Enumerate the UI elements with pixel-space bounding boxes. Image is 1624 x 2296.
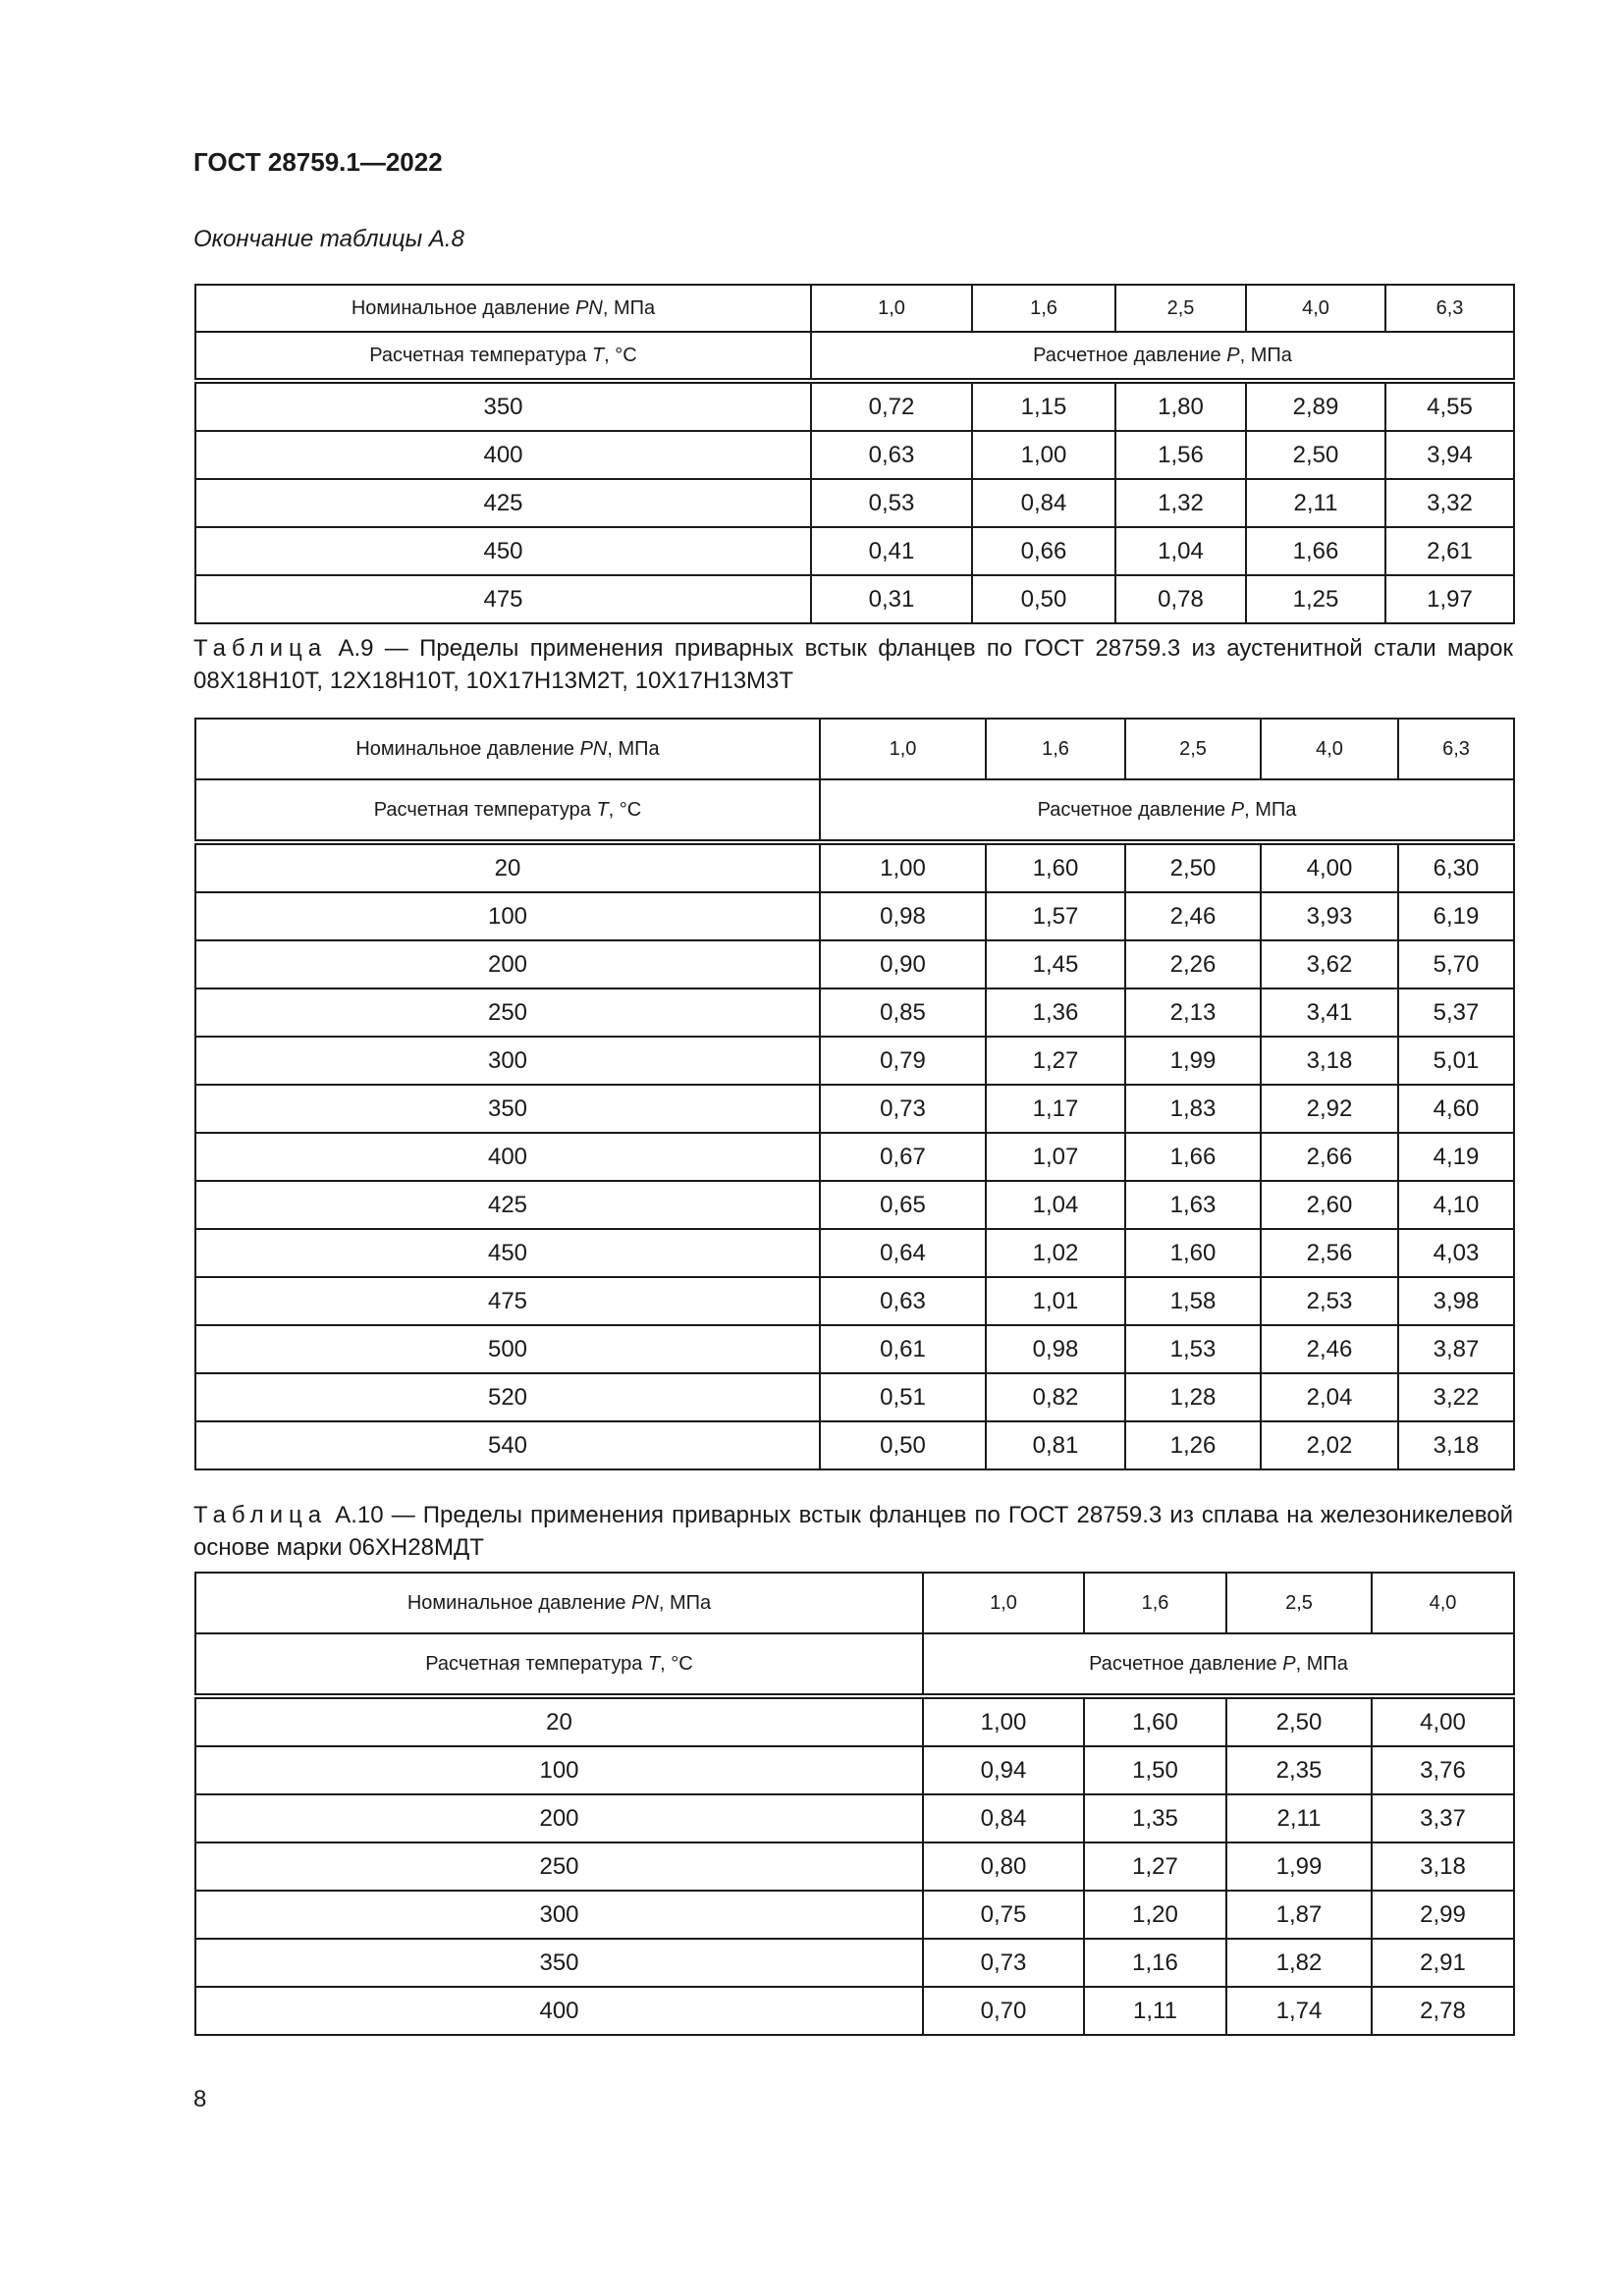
pressure-cell: 1,00 bbox=[972, 431, 1115, 479]
pressure-cell: 0,84 bbox=[972, 479, 1115, 527]
design-pressure-header bbox=[820, 779, 1514, 842]
pressure-cell: 2,53 bbox=[1261, 1277, 1398, 1325]
pressure-cell: 1,74 bbox=[1226, 1987, 1372, 2035]
pressure-cell: 0,85 bbox=[820, 988, 986, 1037]
pn-value: 6,3 bbox=[1385, 285, 1514, 332]
caption-lead: Таблица bbox=[193, 1502, 328, 1528]
pn-value: 2,5 bbox=[1125, 719, 1261, 779]
pn-value: 2,5 bbox=[1115, 285, 1246, 332]
pressure-cell: 3,18 bbox=[1372, 1842, 1514, 1891]
pressure-cell: 1,60 bbox=[1125, 1229, 1261, 1277]
temperature-cell: 450 bbox=[195, 1229, 820, 1277]
t-unit: , °С bbox=[608, 798, 642, 821]
pn-symbol: PN bbox=[579, 737, 608, 760]
pressure-cell: 2,60 bbox=[1261, 1181, 1398, 1229]
pressure-cell: 2,92 bbox=[1261, 1085, 1398, 1133]
table-a8-body bbox=[195, 285, 1514, 623]
pressure-cell: 0,72 bbox=[811, 381, 972, 431]
pressure-cell: 0,75 bbox=[923, 1891, 1084, 1939]
pressure-cell: 4,55 bbox=[1385, 381, 1514, 431]
pressure-cell: 5,01 bbox=[1398, 1037, 1514, 1085]
pressure-cell: 1,20 bbox=[1084, 1891, 1226, 1939]
pressure-cell: 2,11 bbox=[1246, 479, 1385, 527]
pressure-cell: 1,01 bbox=[986, 1277, 1125, 1325]
pressure-cell: 0,98 bbox=[820, 892, 986, 940]
pressure-cell: 4,19 bbox=[1398, 1133, 1514, 1181]
pressure-cell: 1,82 bbox=[1226, 1939, 1372, 1987]
nominal-pressure-row bbox=[195, 1573, 1514, 1633]
pn-value: 4,0 bbox=[1372, 1573, 1514, 1633]
pn-unit: , МПа bbox=[658, 1591, 712, 1614]
table-row bbox=[195, 1842, 1514, 1891]
pressure-cell: 4,10 bbox=[1398, 1181, 1514, 1229]
table-row bbox=[195, 1987, 1514, 2035]
pressure-cell: 2,26 bbox=[1125, 940, 1261, 988]
table-row bbox=[195, 479, 1514, 527]
pressure-cell: 1,66 bbox=[1246, 527, 1385, 575]
design-temperature-header bbox=[195, 779, 820, 842]
pressure-cell: 1,58 bbox=[1125, 1277, 1261, 1325]
nominal-pressure-label: Номинальное давление bbox=[406, 1591, 632, 1614]
pressure-cell: 3,41 bbox=[1261, 988, 1398, 1037]
caption-text: А.9 — Пределы применения приварных встык фланцев по ГОСТ 28759.3 из аустенитной стали марок 08Х18Н10Т, 12Х18Н10Т, 10Х17Н13М2Т, 10Х17Н13М3Т bbox=[193, 635, 1513, 694]
temperature-cell: 350 bbox=[195, 381, 811, 431]
design-pressure-label: Расчетное давление bbox=[1037, 798, 1231, 821]
table-a8 bbox=[194, 284, 1515, 624]
pressure-cell: 2,35 bbox=[1226, 1746, 1372, 1794]
pressure-cell: 4,60 bbox=[1398, 1085, 1514, 1133]
table-row bbox=[195, 1133, 1514, 1181]
pressure-cell: 0,31 bbox=[811, 575, 972, 623]
pressure-cell: 0,98 bbox=[986, 1325, 1125, 1373]
p-unit: , МПа bbox=[1295, 1652, 1348, 1675]
caption-text: А.10 — Пределы применения приварных встык фланцев по ГОСТ 28759.3 из сплава на железоникелевой основе марки 06ХН28МДТ bbox=[193, 1502, 1513, 1561]
pressure-cell: 3,37 bbox=[1372, 1794, 1514, 1842]
pressure-cell: 0,67 bbox=[820, 1133, 986, 1181]
pressure-cell: 3,76 bbox=[1372, 1746, 1514, 1794]
temperature-cell: 300 bbox=[195, 1891, 923, 1939]
temperature-cell: 475 bbox=[195, 575, 811, 623]
pressure-cell: 0,78 bbox=[1115, 575, 1246, 623]
table-row bbox=[195, 1325, 1514, 1373]
pressure-cell: 1,87 bbox=[1226, 1891, 1372, 1939]
design-pressure-label: Расчетное давление bbox=[1089, 1652, 1283, 1675]
pressure-cell: 1,16 bbox=[1084, 1939, 1226, 1987]
table-row bbox=[195, 1037, 1514, 1085]
pressure-cell: 0,50 bbox=[820, 1421, 986, 1469]
temperature-cell: 100 bbox=[195, 892, 820, 940]
design-temperature-label: Расчетная температура bbox=[425, 1652, 648, 1675]
pressure-cell: 2,56 bbox=[1261, 1229, 1398, 1277]
pressure-cell: 0,73 bbox=[820, 1085, 986, 1133]
pn-value: 1,6 bbox=[986, 719, 1125, 779]
pn-unit: , МПа bbox=[602, 296, 656, 319]
pn-value: 4,0 bbox=[1246, 285, 1385, 332]
pressure-cell: 1,60 bbox=[986, 842, 1125, 892]
design-temperature-row bbox=[195, 1633, 1514, 1696]
t-symbol: T bbox=[591, 344, 605, 366]
pressure-cell: 2,50 bbox=[1226, 1696, 1372, 1746]
pressure-cell: 3,98 bbox=[1398, 1277, 1514, 1325]
pressure-cell: 0,66 bbox=[972, 527, 1115, 575]
pressure-cell: 2,99 bbox=[1372, 1891, 1514, 1939]
pressure-cell: 2,04 bbox=[1261, 1373, 1398, 1421]
pressure-cell: 1,53 bbox=[1125, 1325, 1261, 1373]
pn-value: 6,3 bbox=[1398, 719, 1514, 779]
nominal-pressure-row bbox=[195, 285, 1514, 332]
t-unit: , °С bbox=[660, 1652, 693, 1675]
table-row bbox=[195, 1181, 1514, 1229]
pressure-cell: 2,46 bbox=[1261, 1325, 1398, 1373]
t-symbol: T bbox=[596, 798, 609, 821]
temperature-cell: 425 bbox=[195, 1181, 820, 1229]
table-row bbox=[195, 431, 1514, 479]
p-symbol: P bbox=[1282, 1652, 1296, 1675]
pn-symbol: PN bbox=[575, 296, 603, 319]
table-row bbox=[195, 892, 1514, 940]
table-row bbox=[195, 1794, 1514, 1842]
design-temperature-header bbox=[195, 332, 811, 381]
document-header: ГОСТ 28759.1—2022 bbox=[193, 147, 443, 177]
pressure-cell: 3,93 bbox=[1261, 892, 1398, 940]
pressure-cell: 0,41 bbox=[811, 527, 972, 575]
nominal-pressure-header bbox=[195, 1573, 923, 1633]
pn-value: 1,0 bbox=[923, 1573, 1084, 1633]
t-symbol: T bbox=[647, 1652, 661, 1675]
pressure-cell: 1,00 bbox=[923, 1696, 1084, 1746]
pressure-cell: 2,61 bbox=[1385, 527, 1514, 575]
design-pressure-header bbox=[923, 1633, 1514, 1696]
pressure-cell: 0,63 bbox=[820, 1277, 986, 1325]
table-row bbox=[195, 575, 1514, 623]
pressure-cell: 3,32 bbox=[1385, 479, 1514, 527]
design-temperature-label: Расчетная температура bbox=[369, 344, 592, 366]
design-temperature-label: Расчетная температура bbox=[373, 798, 597, 821]
pressure-cell: 2,50 bbox=[1125, 842, 1261, 892]
pressure-cell: 0,82 bbox=[986, 1373, 1125, 1421]
table-row bbox=[195, 1939, 1514, 1987]
pressure-cell: 1,60 bbox=[1084, 1696, 1226, 1746]
pressure-cell: 0,80 bbox=[923, 1842, 1084, 1891]
pressure-cell: 0,65 bbox=[820, 1181, 986, 1229]
pressure-cell: 2,78 bbox=[1372, 1987, 1514, 2035]
temperature-cell: 400 bbox=[195, 431, 811, 479]
pressure-cell: 1,99 bbox=[1125, 1037, 1261, 1085]
temperature-cell: 300 bbox=[195, 1037, 820, 1085]
pressure-cell: 4,03 bbox=[1398, 1229, 1514, 1277]
pressure-cell: 1,11 bbox=[1084, 1987, 1226, 2035]
pressure-cell: 1,28 bbox=[1125, 1373, 1261, 1421]
table-row bbox=[195, 1085, 1514, 1133]
pressure-cell: 1,32 bbox=[1115, 479, 1246, 527]
pressure-cell: 1,35 bbox=[1084, 1794, 1226, 1842]
pressure-cell: 1,25 bbox=[1246, 575, 1385, 623]
pressure-cell: 2,11 bbox=[1226, 1794, 1372, 1842]
pressure-cell: 4,00 bbox=[1261, 842, 1398, 892]
pressure-cell: 2,91 bbox=[1372, 1939, 1514, 1987]
pressure-cell: 1,45 bbox=[986, 940, 1125, 988]
temperature-cell: 425 bbox=[195, 479, 811, 527]
pressure-cell: 1,50 bbox=[1084, 1746, 1226, 1794]
pn-unit: , МПа bbox=[607, 737, 660, 760]
temperature-cell: 450 bbox=[195, 527, 811, 575]
pressure-cell: 1,26 bbox=[1125, 1421, 1261, 1469]
table-row bbox=[195, 940, 1514, 988]
table-a9-body bbox=[195, 719, 1514, 1469]
pn-value: 1,0 bbox=[820, 719, 986, 779]
table-row bbox=[195, 527, 1514, 575]
design-temperature-header bbox=[195, 1633, 923, 1696]
pressure-cell: 1,02 bbox=[986, 1229, 1125, 1277]
table-a10-body bbox=[195, 1573, 1514, 2035]
pressure-cell: 1,07 bbox=[986, 1133, 1125, 1181]
t-unit: , °С bbox=[604, 344, 637, 366]
table-a10 bbox=[194, 1572, 1515, 2036]
pressure-cell: 6,19 bbox=[1398, 892, 1514, 940]
pressure-cell: 2,50 bbox=[1246, 431, 1385, 479]
pressure-cell: 1,66 bbox=[1125, 1133, 1261, 1181]
temperature-cell: 100 bbox=[195, 1746, 923, 1794]
table-row bbox=[195, 842, 1514, 892]
nominal-pressure-row bbox=[195, 719, 1514, 779]
temperature-cell: 200 bbox=[195, 940, 820, 988]
temperature-cell: 400 bbox=[195, 1133, 820, 1181]
pressure-cell: 0,73 bbox=[923, 1939, 1084, 1987]
p-unit: , МПа bbox=[1239, 344, 1292, 366]
p-symbol: P bbox=[1230, 798, 1245, 821]
pn-symbol: PN bbox=[631, 1591, 659, 1614]
table-row bbox=[195, 1746, 1514, 1794]
pressure-cell: 1,00 bbox=[820, 842, 986, 892]
p-symbol: P bbox=[1226, 344, 1240, 366]
pressure-cell: 0,70 bbox=[923, 1987, 1084, 2035]
table-a9-caption bbox=[193, 632, 1513, 697]
table-a9 bbox=[194, 718, 1515, 1470]
pressure-cell: 2,02 bbox=[1261, 1421, 1398, 1469]
pressure-cell: 2,89 bbox=[1246, 381, 1385, 431]
pn-value: 1,6 bbox=[972, 285, 1115, 332]
pressure-cell: 3,22 bbox=[1398, 1373, 1514, 1421]
pressure-cell: 1,36 bbox=[986, 988, 1125, 1037]
temperature-cell: 500 bbox=[195, 1325, 820, 1373]
pressure-cell: 0,53 bbox=[811, 479, 972, 527]
pn-value: 2,5 bbox=[1226, 1573, 1372, 1633]
nominal-pressure-label: Номинальное давление bbox=[351, 296, 576, 319]
table-row bbox=[195, 1373, 1514, 1421]
design-temperature-row bbox=[195, 779, 1514, 842]
pressure-cell: 3,62 bbox=[1261, 940, 1398, 988]
temperature-cell: 400 bbox=[195, 1987, 923, 2035]
temperature-cell: 350 bbox=[195, 1085, 820, 1133]
table-row bbox=[195, 381, 1514, 431]
pressure-cell: 3,94 bbox=[1385, 431, 1514, 479]
temperature-cell: 475 bbox=[195, 1277, 820, 1325]
temperature-cell: 20 bbox=[195, 842, 820, 892]
pressure-cell: 2,13 bbox=[1125, 988, 1261, 1037]
pressure-cell: 4,00 bbox=[1372, 1696, 1514, 1746]
pressure-cell: 0,84 bbox=[923, 1794, 1084, 1842]
pressure-cell: 1,27 bbox=[986, 1037, 1125, 1085]
nominal-pressure-header bbox=[195, 285, 811, 332]
design-temperature-row bbox=[195, 332, 1514, 381]
pressure-cell: 0,51 bbox=[820, 1373, 986, 1421]
pressure-cell: 1,56 bbox=[1115, 431, 1246, 479]
pressure-cell: 3,18 bbox=[1261, 1037, 1398, 1085]
page-number: 8 bbox=[193, 2086, 207, 2112]
pressure-cell: 5,70 bbox=[1398, 940, 1514, 988]
temperature-cell: 350 bbox=[195, 1939, 923, 1987]
design-pressure-header bbox=[811, 332, 1514, 381]
pressure-cell: 1,97 bbox=[1385, 575, 1514, 623]
pressure-cell: 1,83 bbox=[1125, 1085, 1261, 1133]
pressure-cell: 1,17 bbox=[986, 1085, 1125, 1133]
pressure-cell: 1,63 bbox=[1125, 1181, 1261, 1229]
p-unit: , МПа bbox=[1244, 798, 1297, 821]
pressure-cell: 6,30 bbox=[1398, 842, 1514, 892]
pressure-cell: 0,64 bbox=[820, 1229, 986, 1277]
pressure-cell: 2,46 bbox=[1125, 892, 1261, 940]
pressure-cell: 0,61 bbox=[820, 1325, 986, 1373]
pressure-cell: 0,94 bbox=[923, 1746, 1084, 1794]
pressure-cell: 1,80 bbox=[1115, 381, 1246, 431]
table-row bbox=[195, 1696, 1514, 1746]
temperature-cell: 200 bbox=[195, 1794, 923, 1842]
pressure-cell: 0,79 bbox=[820, 1037, 986, 1085]
pn-value: 4,0 bbox=[1261, 719, 1398, 779]
pressure-cell: 2,66 bbox=[1261, 1133, 1398, 1181]
temperature-cell: 20 bbox=[195, 1696, 923, 1746]
nominal-pressure-header bbox=[195, 719, 820, 779]
pressure-cell: 5,37 bbox=[1398, 988, 1514, 1037]
table-row bbox=[195, 1891, 1514, 1939]
temperature-cell: 520 bbox=[195, 1373, 820, 1421]
pressure-cell: 3,18 bbox=[1398, 1421, 1514, 1469]
pressure-cell: 1,04 bbox=[1115, 527, 1246, 575]
nominal-pressure-label: Номинальное давление bbox=[355, 737, 580, 760]
temperature-cell: 250 bbox=[195, 988, 820, 1037]
pressure-cell: 1,57 bbox=[986, 892, 1125, 940]
pressure-cell: 1,15 bbox=[972, 381, 1115, 431]
pn-value: 1,0 bbox=[811, 285, 972, 332]
pressure-cell: 0,81 bbox=[986, 1421, 1125, 1469]
pressure-cell: 3,87 bbox=[1398, 1325, 1514, 1373]
pressure-cell: 1,04 bbox=[986, 1181, 1125, 1229]
pn-value: 1,6 bbox=[1084, 1573, 1226, 1633]
design-pressure-label: Расчетное давление bbox=[1033, 344, 1227, 366]
pressure-cell: 0,63 bbox=[811, 431, 972, 479]
table-row bbox=[195, 988, 1514, 1037]
table-continuation-label: Окончание таблицы А.8 bbox=[193, 226, 464, 252]
table-a10-caption bbox=[193, 1499, 1513, 1564]
temperature-cell: 250 bbox=[195, 1842, 923, 1891]
table-row bbox=[195, 1421, 1514, 1469]
pressure-cell: 0,50 bbox=[972, 575, 1115, 623]
caption-lead: Таблица bbox=[193, 635, 328, 662]
pressure-cell: 1,27 bbox=[1084, 1842, 1226, 1891]
pressure-cell: 1,99 bbox=[1226, 1842, 1372, 1891]
table-row bbox=[195, 1229, 1514, 1277]
table-row bbox=[195, 1277, 1514, 1325]
pressure-cell: 0,90 bbox=[820, 940, 986, 988]
temperature-cell: 540 bbox=[195, 1421, 820, 1469]
